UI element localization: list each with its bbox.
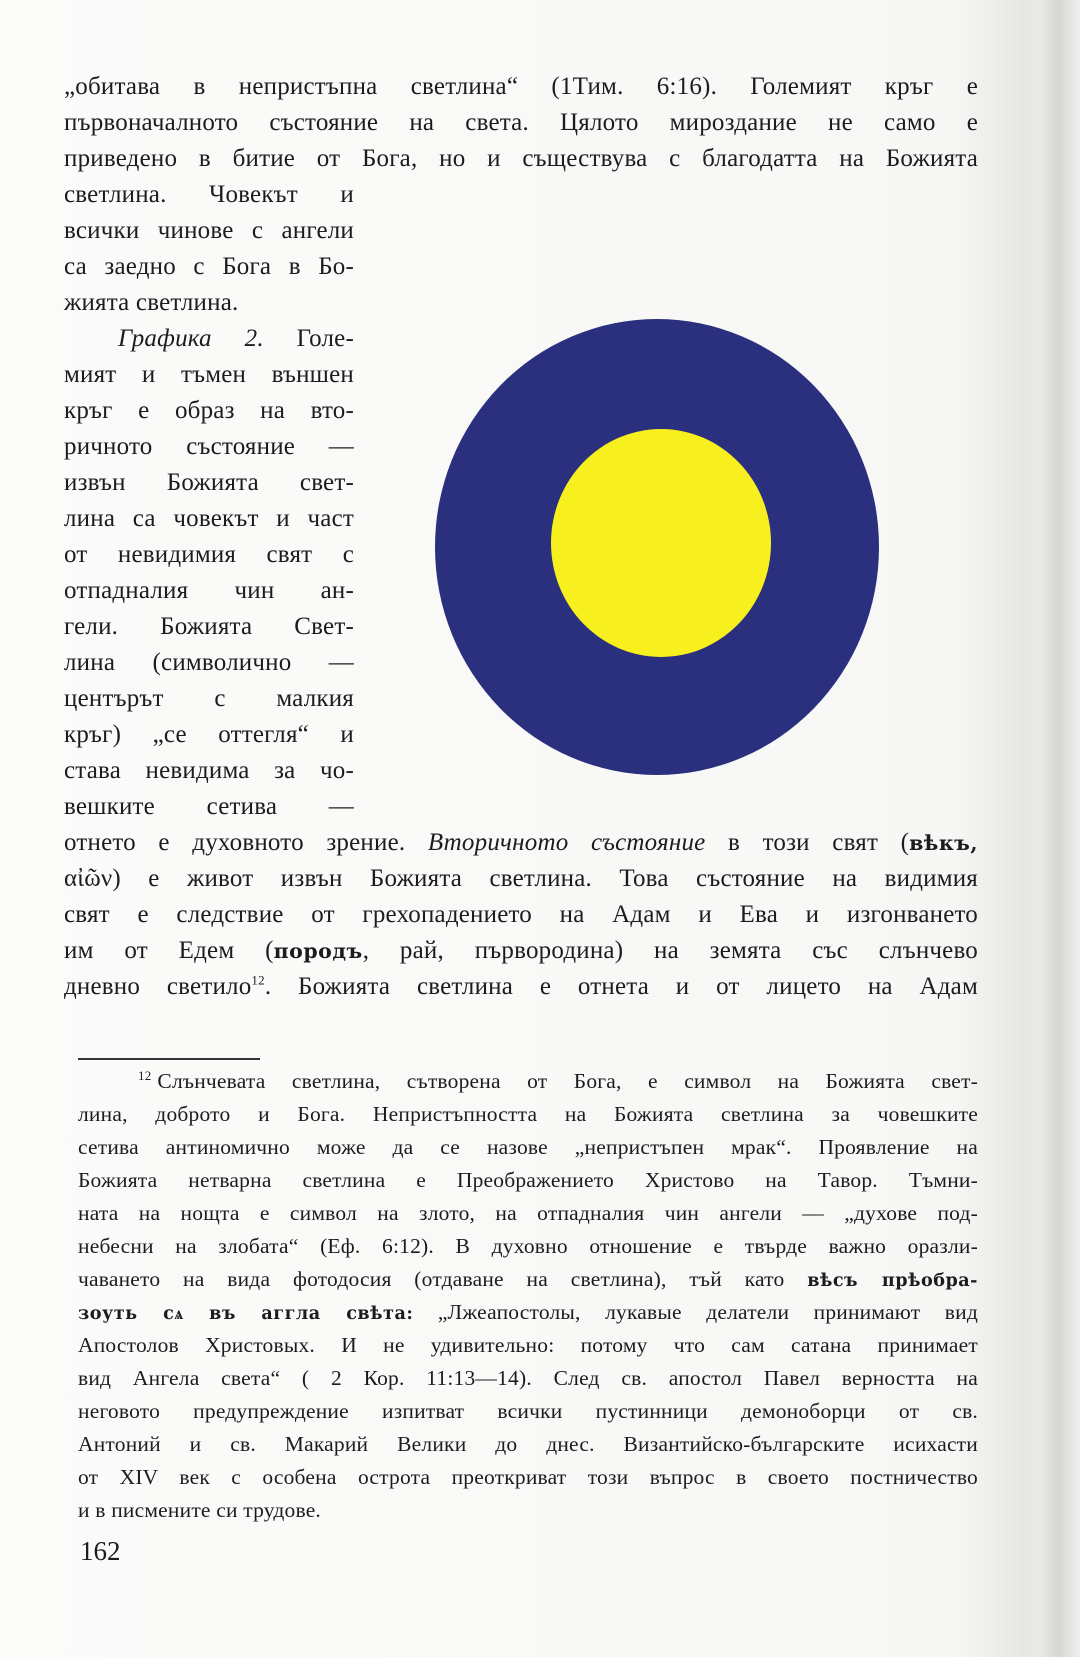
caption-line: кръг е образ на вто- (64, 397, 354, 424)
text-span: в този свят ( (728, 829, 910, 856)
footnote-line: Апостолов Христовых. И не удивительно: потому что сам сатана принимает (78, 1333, 978, 1357)
text-span: „Лжеапостолы, лукавые делатели принимают вид (437, 1300, 978, 1324)
caption-label-rest: Голе- (296, 325, 354, 352)
text-line: жията светлина. (64, 289, 239, 316)
footnote-separator (78, 1058, 260, 1060)
church-slavonic-text: зоуть сѧ въ аггла свѣта: (78, 1303, 414, 1324)
footnote-line: от XIV век с особена острота преоткриват този въпрос в своето постничество (78, 1465, 978, 1489)
text-line: са заедно с Бога в Бо- (64, 253, 354, 280)
caption-line: лина са човекът и част (64, 505, 354, 532)
text-span: им от Едем ( (64, 937, 274, 964)
italic-term: Вторичното състояние (427, 829, 706, 856)
text-span: . Божията светлина е отнета и от лицето на Адам (264, 973, 979, 1000)
caption-line: от невидимия свят с (64, 541, 354, 568)
circles-svg (432, 316, 882, 778)
page-number: 162 (80, 1536, 121, 1566)
text-line: светлина. Човекът и (64, 181, 354, 208)
figure-caption-first-line (64, 322, 354, 356)
text-line: „обитава в непристъпна светлина“ (1Тим. 6:16). Големият кръг е (64, 73, 978, 100)
church-slavonic-text: вѣсъ прѣобра- (807, 1270, 978, 1291)
text-line: всички чинове с ангели (64, 217, 354, 244)
text-span: Слънчевата светлина, сътворена от Бога, е символ на Божията свет- (157, 1069, 978, 1093)
footnote-line: сетива антиномично може да се назове „непристъпен мрак“. Проявление на (78, 1135, 978, 1159)
caption-line: гели. Божията Свет- (64, 613, 354, 640)
caption-line: става невидима за чо- (64, 757, 354, 784)
text-span: чаването на вида фотодосия (отдаване на светлина), тъй като (78, 1267, 785, 1291)
caption-line: кръг) „се оттегля“ и (64, 721, 354, 748)
caption-line: центърът с малкия (64, 685, 354, 712)
caption-line: вешките сетива — (64, 793, 354, 820)
footnote-line: Божията нетварна светлина е Преображението Христово на Тавор. Тъмни- (78, 1168, 978, 1192)
concentric-circles-figure (432, 316, 882, 778)
church-slavonic-word: вѣкъ, (909, 831, 978, 855)
footnote-line: небесни на злобата“ (Еф. 6:12). В духовно отношение е твърде важно оразли- (78, 1234, 978, 1258)
caption-line: извън Божията свет- (64, 469, 354, 496)
text-line: αἰῶν) е живот извън Божията светлина. Това състояние на видимия (64, 865, 978, 892)
footnote-line (78, 1264, 978, 1296)
text-line (64, 934, 978, 968)
page-gutter-shadow (1040, 0, 1080, 1657)
inner-light-circle (551, 429, 771, 657)
footnote-line: Антоний и св. Макарий Велики до днес. Византийско-българските исихасти (78, 1432, 978, 1456)
text-line (64, 826, 978, 860)
footnote-line: ната на нощта е символ на злото, на отпадналия чин ангели — „духове под- (78, 1201, 978, 1225)
footnote-reference[interactable]: 12 (251, 972, 265, 988)
footnote-line (78, 1297, 978, 1329)
church-slavonic-word: породъ (273, 939, 363, 963)
text-span: отнето е духовното зрение. (64, 829, 406, 856)
footnote-line: вид Ангела света“ ( 2 Кор. 11:13—14). След св. апостол Павел верността на (78, 1366, 978, 1390)
text-span: , рай, първородина) на земята със слънчево (362, 937, 979, 964)
caption-line: лина (символично — (64, 649, 354, 676)
caption-line: мият и тъмен външен (64, 361, 354, 388)
text-line: свят е следствие от грехопадението на Адам и Ева и изгонването (64, 901, 978, 928)
footnote-line (78, 1066, 978, 1097)
figure-caption-label: Графика 2. (118, 325, 264, 352)
footnote-line: и в писмените си трудове. (78, 1498, 322, 1522)
text-line (64, 970, 978, 1004)
text-line: първоначалното състояние на света. Цялото мироздание не само е (64, 109, 978, 136)
footnote-number: 12 (138, 1067, 152, 1083)
caption-line: отпадналия чин ан- (64, 577, 354, 604)
caption-line: ричното състояние — (64, 433, 354, 460)
footnote-line: неговото предупреждение изпитват всички пустинници демоноборци от св. (78, 1399, 978, 1423)
text-line: приведено в битие от Бога, но и съществува с благодатта на Божията (64, 145, 978, 172)
footnote-line: лина, доброто и Бога. Непристъпността на Божията светлина за човешките (78, 1102, 978, 1126)
text-span: дневно светило (64, 973, 252, 1000)
